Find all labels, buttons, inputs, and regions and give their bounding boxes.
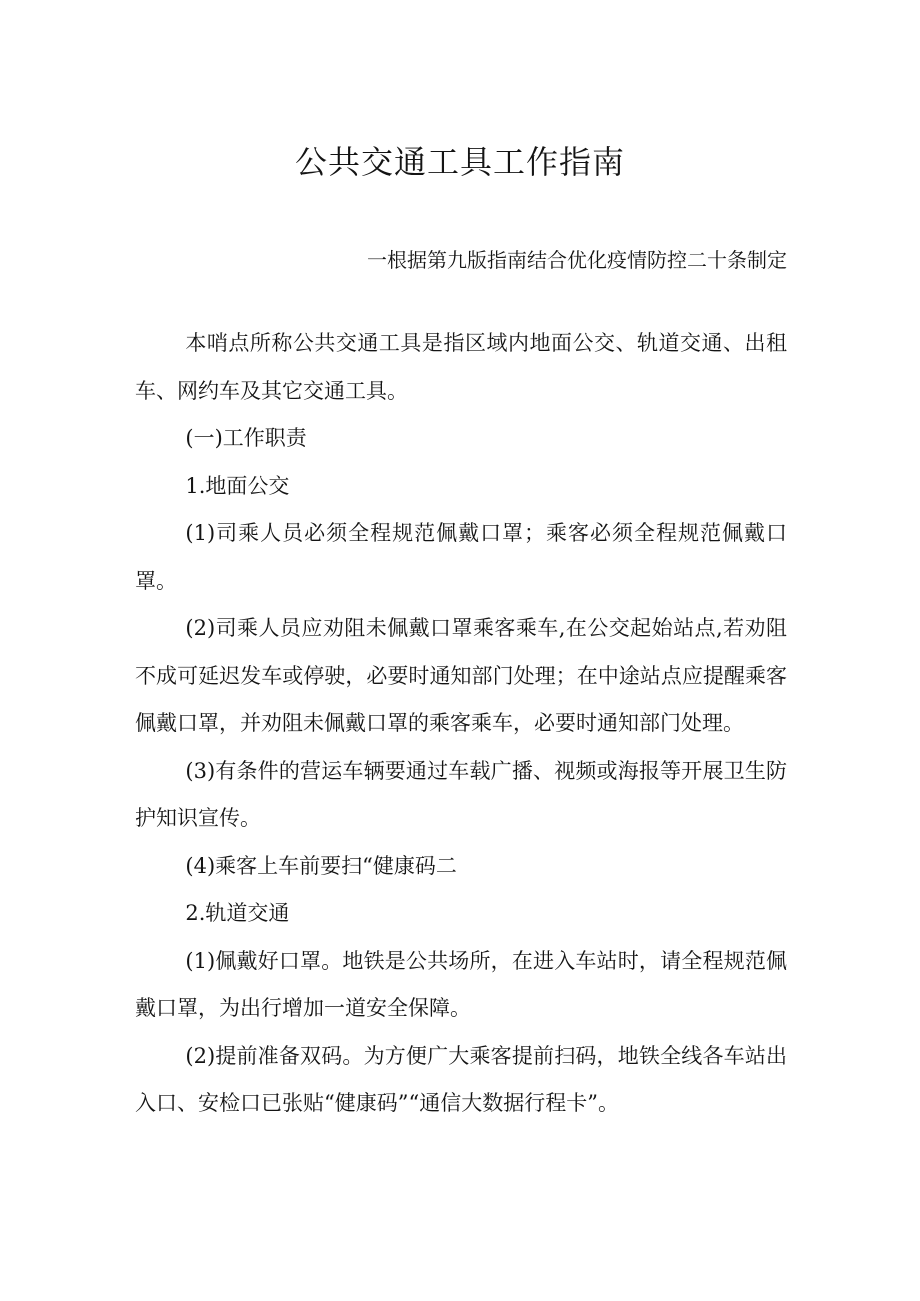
paragraph-bus-4: (4)乘客上车前要扫“健康码二 xyxy=(185,853,457,878)
intro-paragraph: 本哨点所称公共交通工具是指区域内地面公交、轨道交通、出租车、网约车及其它交通工具。 xyxy=(135,331,787,403)
subheading-ground-bus: 1.地面公交 xyxy=(185,473,290,498)
document-body xyxy=(135,320,787,1128)
document-subtitle: 一根据第九版指南结合优化疫情防控二十条制定 xyxy=(367,248,787,272)
paragraph-rail-2: (2)提前准备双码。为方便广大乘客提前扫码，地铁全线各车站出入口、安检口已张贴“健康码”“通信大数据行程卡”。 xyxy=(135,1043,787,1115)
paragraph-bus-1: (1)司乘人员必须全程规范佩戴口罩；乘客必须全程规范佩戴口罩。 xyxy=(135,521,787,593)
paragraph-bus-2: (2)司乘人员应劝阻未佩戴口罩乘客乘车,在公交起始站点,若劝阻不成可延迟发车或停驶，必要时通知部门处理；在中途站点应提醒乘客佩戴口罩，并劝阻未佩戴口罩的乘客乘车，必要时通知部门处理。 xyxy=(135,616,787,735)
paragraph-rail-1: (1)佩戴好口罩。地铁是公共场所，在进入车站时，请全程规范佩戴口罩，为出行增加一道安全保障。 xyxy=(135,948,787,1020)
subheading-rail-transit: 2.轨道交通 xyxy=(185,901,290,925)
paragraph-bus-3: (3)有条件的营运车辆要通过车载广播、视频或海报等开展卫生防护知识宣传。 xyxy=(135,758,787,830)
document-title: 公共交通工具工作指南 xyxy=(294,143,625,181)
section-heading-duties: (一)工作职责 xyxy=(185,426,307,450)
